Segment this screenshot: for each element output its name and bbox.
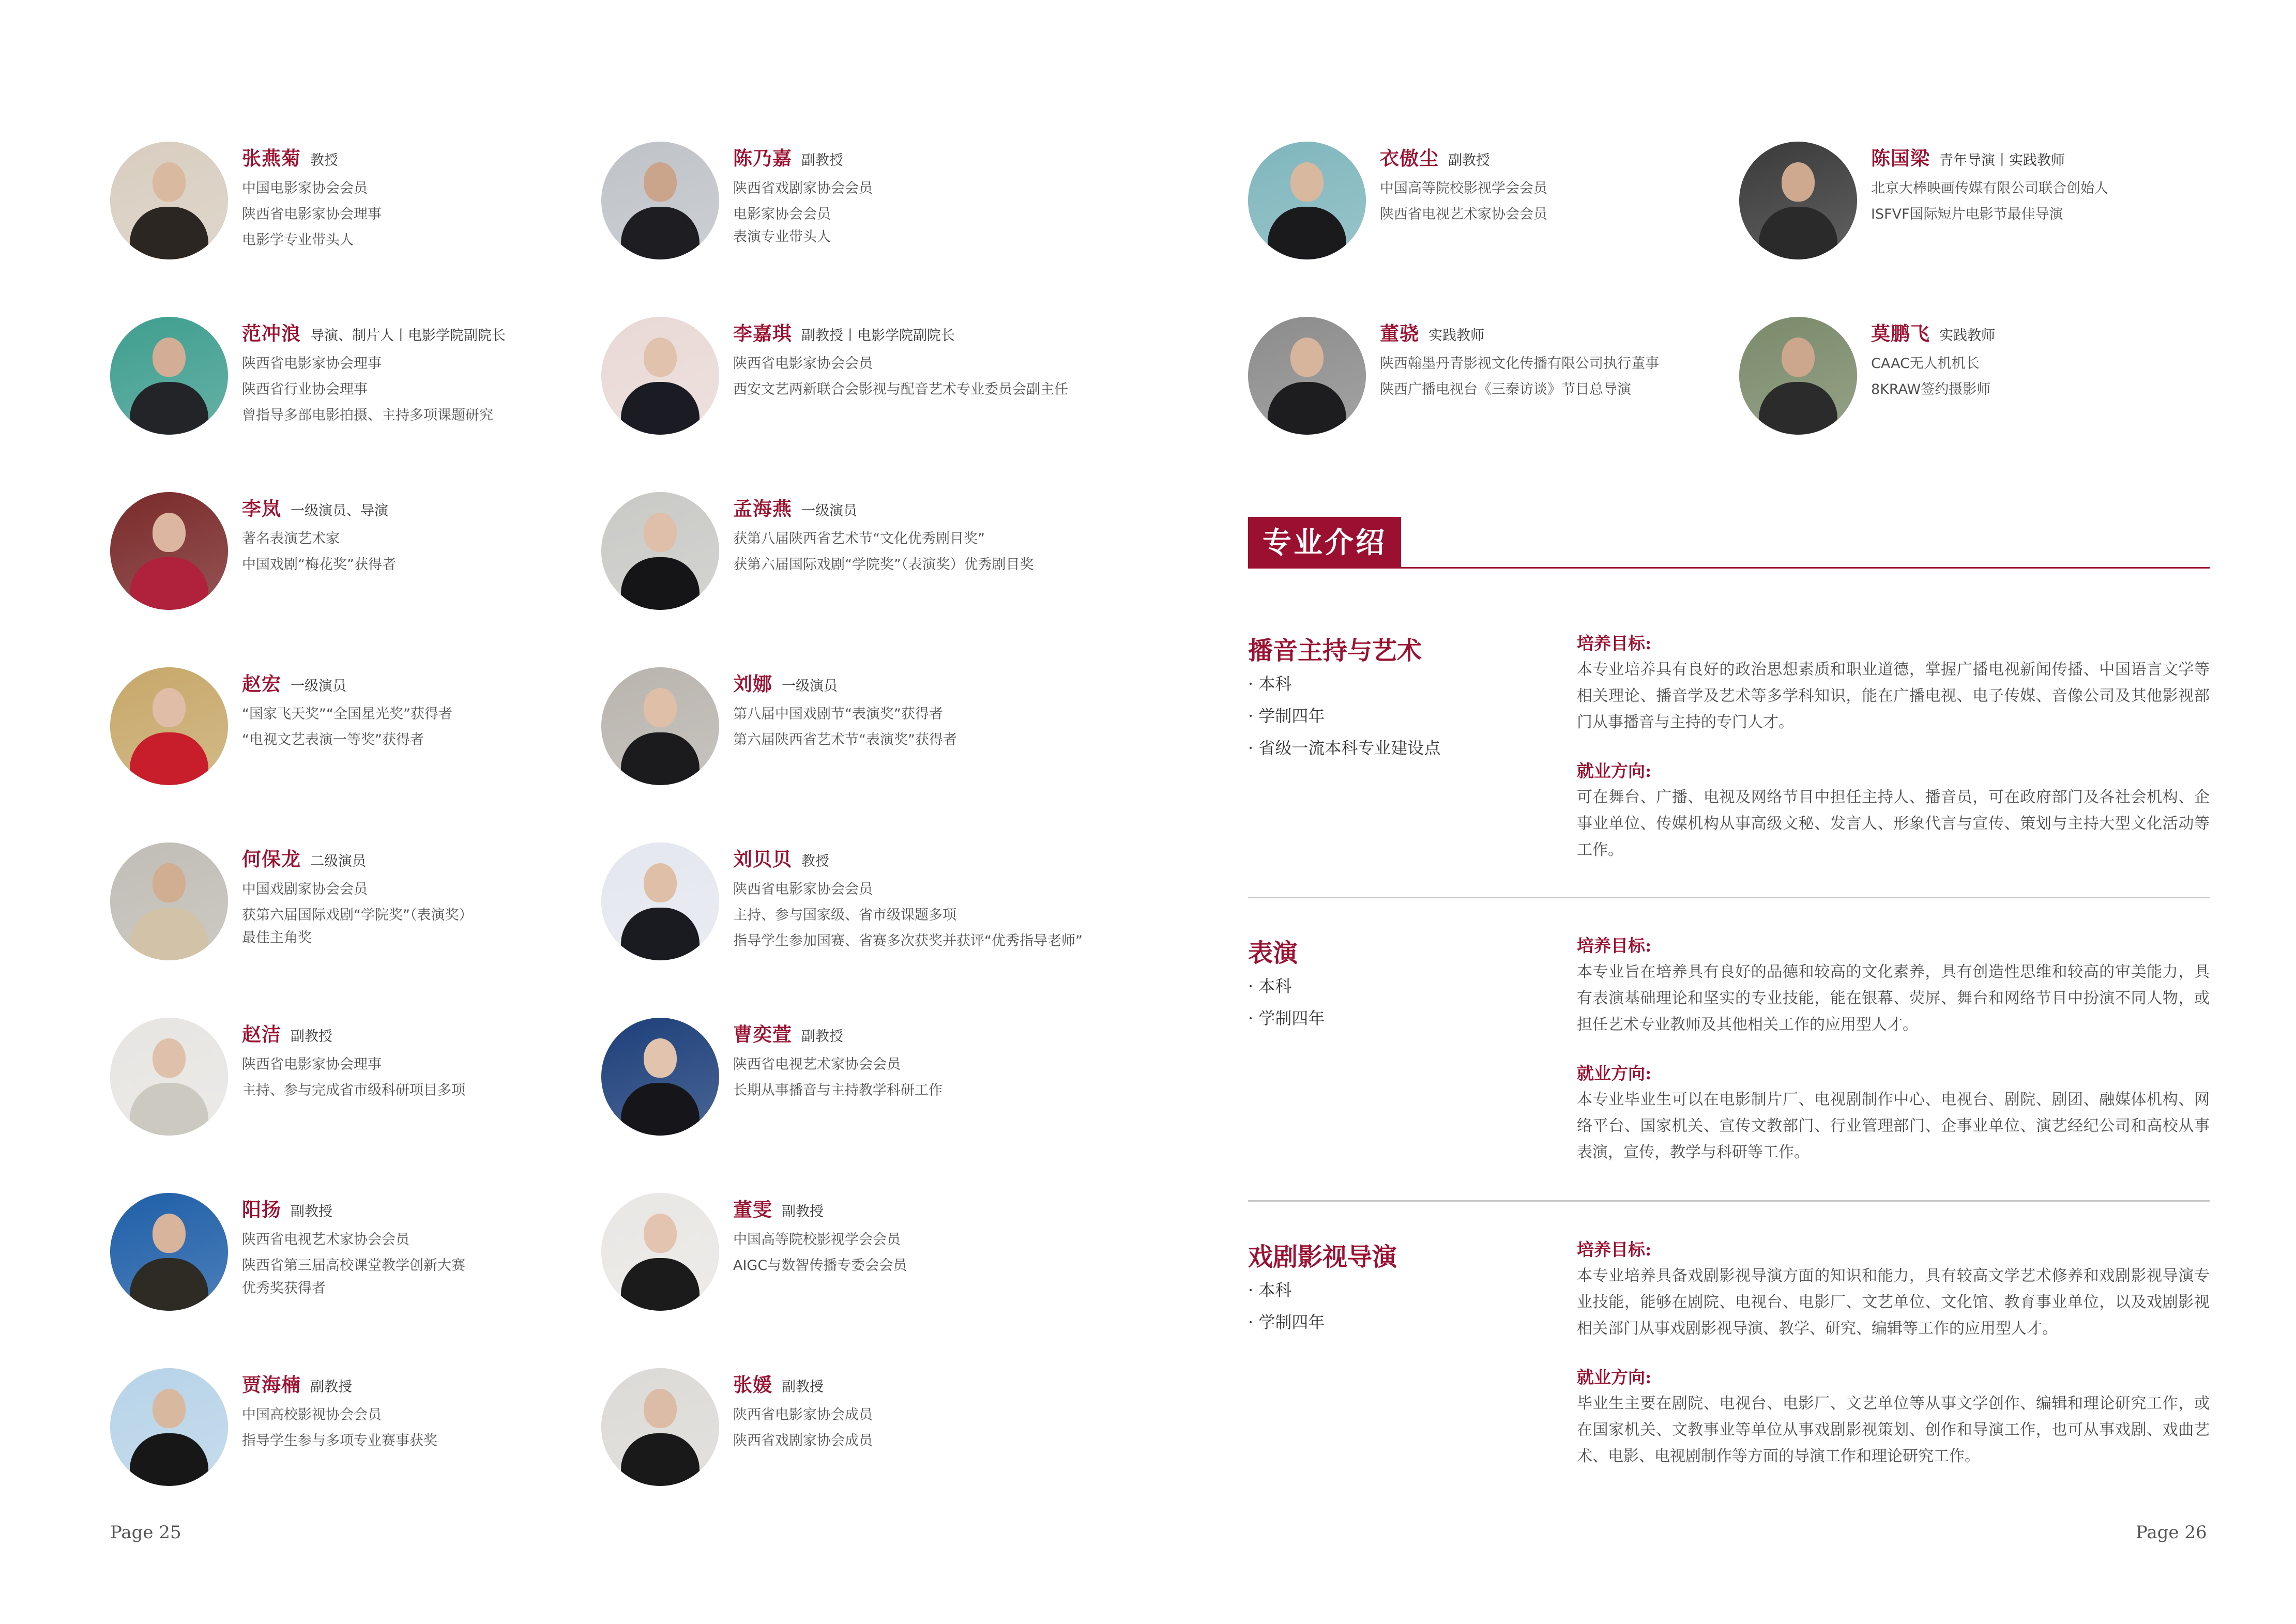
faculty-credential-line: 中国高等院校影视学会会员 [733,1232,901,1248]
faculty-name: 张燕菊 [242,147,301,170]
faculty-name: 张媛 [733,1373,772,1396]
photo-figure-head [153,513,186,552]
faculty-card [601,317,1098,472]
photo-figure-head [1290,338,1324,377]
faculty-credential-line: 获第八届陕西省艺术节“文化优秀剧目奖” [733,531,985,547]
section-title: 专业介绍 [1248,517,1401,569]
faculty-card [110,317,606,472]
photo-figure-head [153,688,186,727]
faculty-heading [733,668,1095,696]
photo-figure-head [153,338,186,377]
faculty-card [1248,142,1744,297]
faculty-credentials [1380,351,1742,403]
section-title-rule [1401,567,2210,569]
faculty-name: 赵洁 [242,1023,281,1046]
goal-text: 本专业培养具备戏剧影视导演方面的知识和能力，具有较高文学艺术修养和戏剧影视导演专业技能，能够在剧院、电视台、电影厂、文艺单位、文化馆、教育事业单位，以及戏剧影视相关部门从事戏剧影视导演、教学、研究、编辑等工作的应用型人才。 [1577,1267,2210,1338]
faculty-credential-line: 陕西省行业协会理事 [242,381,368,397]
faculty-photo [110,142,228,259]
faculty-credentials [733,176,1095,247]
faculty-name: 孟海燕 [733,497,792,520]
faculty-photo [110,842,228,960]
faculty-card [110,1368,606,1523]
faculty-credential-line: 陕西省戏剧家协会成员 [733,1433,873,1449]
faculty-credential-line: 8KRAW签约摄影师 [1871,381,1991,397]
faculty-title: 实践教师 [1428,328,1484,344]
faculty-credential-line: 电影学专业带头人 [242,232,354,248]
major-description [1577,631,2210,863]
page-number-left: Page 25 [110,1522,181,1543]
faculty-name: 陈乃嘉 [733,147,792,170]
faculty-card [601,492,1098,647]
faculty-credential-line: 西安文艺两新联合会影视与配音艺术专业委员会副主任 [733,381,1068,397]
faculty-credentials [733,1227,1095,1279]
faculty-title: 副教授 [310,1379,352,1395]
faculty-heading [242,1369,604,1397]
faculty-heading [733,318,1095,346]
faculty-card [1248,317,1744,472]
faculty-info [733,143,1095,247]
faculty-info [1871,143,2233,227]
faculty-name: 董雯 [733,1198,772,1221]
faculty-credential-line: 陕西省第三届高校课堂教学创新大赛 [242,1258,465,1274]
faculty-name: 赵宏 [242,672,281,695]
faculty-credential-line: 陕西翰墨丹青影视文化传播有限公司执行董事 [1380,356,1659,372]
major-facts [1248,1274,1538,1338]
spacer [1577,736,2210,758]
faculty-info [1380,143,1742,227]
faculty-card [601,142,1098,297]
faculty-title: 青年导演丨实践教师 [1939,152,2065,168]
right-page [1148,0,2296,1624]
faculty-credentials [242,351,604,428]
faculty-heading [733,844,1095,871]
faculty-credential-line: AIGC与数智传播专委会会员 [733,1258,907,1274]
faculty-credential-line: “电视文艺表演一等奖”获得者 [242,732,424,748]
faculty-info [733,1194,1095,1279]
major-facts [1248,668,1538,764]
faculty-credentials [242,176,604,253]
photo-figure-head [153,863,186,902]
faculty-card [110,492,606,647]
faculty-heading [733,1369,1095,1397]
faculty-photo [601,1193,719,1311]
photo-figure-head [644,1038,677,1078]
faculty-credential-line: 优秀奖获得者 [242,1280,326,1296]
goal-text: 本专业旨在培养具有良好的品德和较高的文化素养，具有创造性思维和较高的审美能力，具有表演基础理论和坚实的专业技能，能在银幕、荧屏、舞台和网络节目中扮演不同人物，或担任艺术专业教师及其他相关工作的应用型人才。 [1577,963,2210,1034]
faculty-credential-line: 北京大棒映画传媒有限公司联合创始人 [1871,180,2108,196]
faculty-name: 董骁 [1380,322,1419,345]
faculty-title: 副教授 [1448,152,1490,168]
career-label: 就业方向: [1577,1063,1652,1083]
faculty-info [242,1369,604,1454]
faculty-photo [110,492,228,610]
faculty-title: 副教授 [801,1029,843,1045]
faculty-photo [110,1193,228,1311]
photo-figure-head [153,162,186,202]
faculty-photo [601,1368,719,1486]
faculty-title: 教授 [310,152,338,168]
major-fact: · 学制四年 [1248,706,1325,726]
faculty-photo [601,492,719,610]
page-number-right: Page 26 [2136,1522,2207,1543]
faculty-title: 一级演员 [801,503,857,519]
faculty-name: 衣傲尘 [1380,147,1439,170]
faculty-heading [733,493,1095,521]
major-fact: · 本科 [1248,674,1292,694]
career-label: 就业方向: [1577,761,1652,781]
faculty-heading [242,668,604,696]
faculty-heading [1871,318,2233,346]
faculty-info [242,1194,604,1298]
faculty-credential-line: 中国戏剧“梅花奖”获得者 [242,557,396,573]
faculty-info [1380,318,1742,403]
photo-figure-head [153,1038,186,1078]
faculty-card [601,1018,1098,1173]
faculty-photo [1248,317,1366,435]
faculty-name: 陈国梁 [1871,147,1930,170]
major-name: 播音主持与艺术 [1248,636,1422,665]
faculty-info [242,668,604,753]
photo-figure-head [644,688,677,727]
faculty-photo [110,317,228,435]
faculty-credential-line: 中国戏剧家协会会员 [242,881,368,897]
faculty-credential-line: 最佳主角奖 [242,930,312,946]
faculty-name: 李岚 [242,497,281,520]
major-fact: · 学制四年 [1248,1312,1325,1332]
major-description [1577,933,2210,1166]
faculty-info [242,143,604,253]
faculty-title: 副教授 [291,1204,332,1220]
faculty-credentials [242,1402,604,1454]
faculty-title: 副教授 [782,1379,824,1395]
faculty-credential-line: 表演专业带头人 [733,229,831,245]
faculty-photo [601,667,719,785]
faculty-credential-line: 长期从事播音与主持教学科研工作 [733,1082,942,1098]
faculty-credential-line: 中国高等院校影视学会会员 [1380,180,1547,196]
photo-figure-head [153,1389,186,1428]
faculty-photo [601,142,719,259]
faculty-info [1871,318,2233,403]
faculty-info [733,844,1095,954]
spacer [1577,1038,2210,1061]
career-label: 就业方向: [1577,1367,1652,1387]
major-fact: · 学制四年 [1248,1008,1325,1028]
faculty-title: 一级演员、导演 [291,503,388,519]
faculty-title: 一级演员 [291,678,346,694]
faculty-heading [1380,318,1742,346]
faculty-credential-line: 第八届中国戏剧节“表演奖”获得者 [733,706,943,722]
photo-figure-head [644,863,677,902]
faculty-credential-line: 陕西省电视艺术家协会会员 [1380,206,1547,222]
spacer [1577,1342,2210,1365]
faculty-credentials [242,526,604,578]
faculty-title: 副教授 [782,1204,824,1220]
photo-figure-head [644,1214,677,1253]
faculty-heading [733,1194,1095,1222]
faculty-card [110,1193,606,1348]
major-divider [1248,1200,2210,1202]
goal-label: 培养目标: [1577,936,1652,956]
faculty-card [601,1193,1098,1348]
photo-figure-head [644,1389,677,1428]
faculty-card [601,842,1098,998]
career-text: 本专业毕业生可以在电影制片厂、电视剧制作中心、电视台、剧院、剧团、融媒体机构、网络平台、国家机关、宣传文教部门、行业管理部门、企事业单位、演艺经纪公司和高校从事表演，宣传，教学与科研等工作。 [1577,1091,2210,1161]
faculty-credential-line: 主持、参与完成省市级科研项目多项 [242,1082,465,1098]
faculty-info [733,1369,1095,1454]
section-header [1248,517,2210,569]
faculty-credentials [242,1227,604,1298]
faculty-heading [733,143,1095,171]
faculty-credential-line: 陕西省戏剧家协会会员 [733,180,873,196]
major-name: 表演 [1248,939,1298,968]
faculty-name: 李嘉琪 [733,322,792,345]
faculty-photo [110,667,228,785]
faculty-credentials [1871,351,2233,403]
faculty-credential-line: 陕西省电影家协会会员 [733,881,873,897]
faculty-credentials [733,526,1095,578]
career-text: 毕业生主要在剧院、电视台、电影厂、文艺单位等从事文学创作、编辑和理论研究工作，或在国家机关、文教事业等单位从事戏剧影视策划、创作和导演工作，也可从事戏剧、戏曲艺术、电影、电视剧制作等方面的导演工作和理论研究工作。 [1577,1395,2210,1465]
faculty-photo [1248,142,1366,259]
faculty-info [242,318,604,428]
faculty-credential-line: 获第六届国际戏剧“学院奖”（表演奖）优秀剧目奖 [733,557,1034,573]
faculty-name: 曹奕萱 [733,1023,792,1046]
faculty-info [733,493,1095,578]
faculty-card [110,142,606,297]
faculty-credentials [242,701,604,753]
faculty-heading [242,1019,604,1047]
faculty-credential-line: 中国电影家协会会员 [242,180,368,196]
photo-figure-head [1290,162,1324,202]
photo-figure-head [1782,338,1815,377]
faculty-card [110,842,606,998]
faculty-photo [110,1368,228,1486]
faculty-info [733,1019,1095,1104]
faculty-credentials [1871,176,2233,227]
faculty-credential-line: “国家飞天奖”“全国星光奖”获得者 [242,706,452,722]
faculty-credential-line: 陕西省电影家协会会员 [733,356,873,372]
goal-text: 本专业培养具有良好的政治思想素质和职业道德，掌握广播电视新闻传播、中国语言文学等相关理论、播音学及艺术等多学科知识，能在广播电视、电子传媒、音像公司及其他影视部门从事播音与主持的专门人才。 [1577,661,2210,731]
faculty-info [733,318,1095,403]
faculty-credential-line: 陕西省电视艺术家协会会员 [733,1056,901,1073]
faculty-card [1739,142,2236,297]
faculty-photo [601,1018,719,1136]
faculty-heading [242,493,604,521]
faculty-card [601,1368,1098,1523]
faculty-credential-line: 第六届陕西省艺术节“表演奖”获得者 [733,732,957,748]
faculty-info [242,844,604,947]
faculty-info [242,493,604,578]
faculty-name: 莫鹏飞 [1871,322,1930,345]
faculty-title: 副教授丨电影学院副院长 [801,328,955,344]
faculty-credentials [733,701,1095,753]
faculty-credentials [733,877,1095,954]
major-facts [1248,970,1538,1034]
photo-figure-head [644,162,677,202]
faculty-info [242,1019,604,1104]
faculty-name: 何保龙 [242,848,301,870]
faculty-photo [1739,317,1857,435]
faculty-credentials [733,351,1095,403]
faculty-card [1739,317,2236,472]
faculty-card [601,667,1098,822]
faculty-credentials [1380,176,1742,227]
faculty-credential-line: 陕西广播电视台《三秦访谈》节目总导演 [1380,381,1631,397]
faculty-heading [242,318,604,346]
faculty-title: 副教授 [801,152,843,168]
faculty-credential-line: 指导学生参加国赛、省赛多次获奖并获评“优秀指导老师” [733,933,1083,949]
faculty-heading [1380,143,1742,171]
faculty-credential-line: 陕西省电影家协会成员 [733,1407,873,1423]
faculty-credential-line: 陕西省电影家协会理事 [242,1056,382,1073]
faculty-credential-line: 著名表演艺术家 [242,531,340,547]
major-fact: · 省级一流本科专业建设点 [1248,738,1441,758]
faculty-card [110,667,606,822]
faculty-info [733,668,1095,753]
faculty-title: 实践教师 [1939,328,1995,344]
faculty-credential-line: 陕西省电影家协会理事 [242,356,382,372]
faculty-name: 刘贝贝 [733,848,792,870]
photo-figure-head [153,1214,186,1253]
faculty-heading [733,1019,1095,1047]
faculty-title: 二级演员 [310,853,366,869]
career-text: 可在舞台、广播、电视及网络节目中担任主持人、播音员，可在政府部门及各社会机构、企事业单位、传媒机构从事高级文秘、发言人、形象代言与宣传、策划与主持大型文化活动等工作。 [1577,788,2210,859]
faculty-photo [601,842,719,960]
faculty-photo [1739,142,1857,259]
faculty-credentials [733,1402,1095,1454]
faculty-credential-line: 指导学生参与多项专业赛事获奖 [242,1433,437,1449]
faculty-credential-line: 陕西省电视艺术家协会会员 [242,1232,409,1248]
major-name: 戏剧影视导演 [1248,1243,1397,1271]
goal-label: 培养目标: [1577,633,1652,653]
major-description [1577,1237,2210,1469]
faculty-credential-line: 曾指导多部电影拍摄、主持多项课题研究 [242,407,493,423]
faculty-title: 导演、制片人丨电影学院副院长 [310,328,506,344]
faculty-credential-line: 主持、参与国家级、省市级课题多项 [733,907,956,923]
faculty-title: 一级演员 [782,678,838,694]
faculty-credential-line: 获第六届国际戏剧“学院奖”（表演奖） [242,907,473,923]
faculty-heading [1871,143,2233,171]
major-fact: · 本科 [1248,1280,1292,1300]
faculty-name: 刘娜 [733,672,772,695]
faculty-name: 贾海楠 [242,1373,301,1396]
faculty-card [110,1018,606,1173]
photo-figure-head [1782,162,1815,202]
faculty-credentials [733,1052,1095,1104]
faculty-photo [601,317,719,435]
faculty-title: 副教授 [291,1029,332,1045]
faculty-photo [110,1018,228,1136]
faculty-heading [242,1194,604,1222]
faculty-heading [242,143,604,171]
faculty-credential-line: 陕西省电影家协会理事 [242,206,382,222]
faculty-title: 教授 [801,853,829,869]
faculty-credential-line: 中国高校影视协会会员 [242,1407,382,1423]
faculty-heading [242,844,604,871]
faculty-credential-line: ISFVF国际短片电影节最佳导演 [1871,206,2063,222]
faculty-name: 阳扬 [242,1198,281,1221]
photo-figure-head [644,513,677,552]
goal-label: 培养目标: [1577,1239,1652,1260]
major-fact: · 本科 [1248,976,1292,996]
major-divider [1248,897,2210,898]
faculty-credential-line: CAAC无人机机长 [1871,356,1980,372]
photo-figure-head [644,338,677,377]
faculty-credentials [242,877,604,947]
faculty-credential-line: 电影家协会会员 [733,206,831,222]
faculty-credentials [242,1052,604,1104]
faculty-name: 范冲浪 [242,322,301,345]
